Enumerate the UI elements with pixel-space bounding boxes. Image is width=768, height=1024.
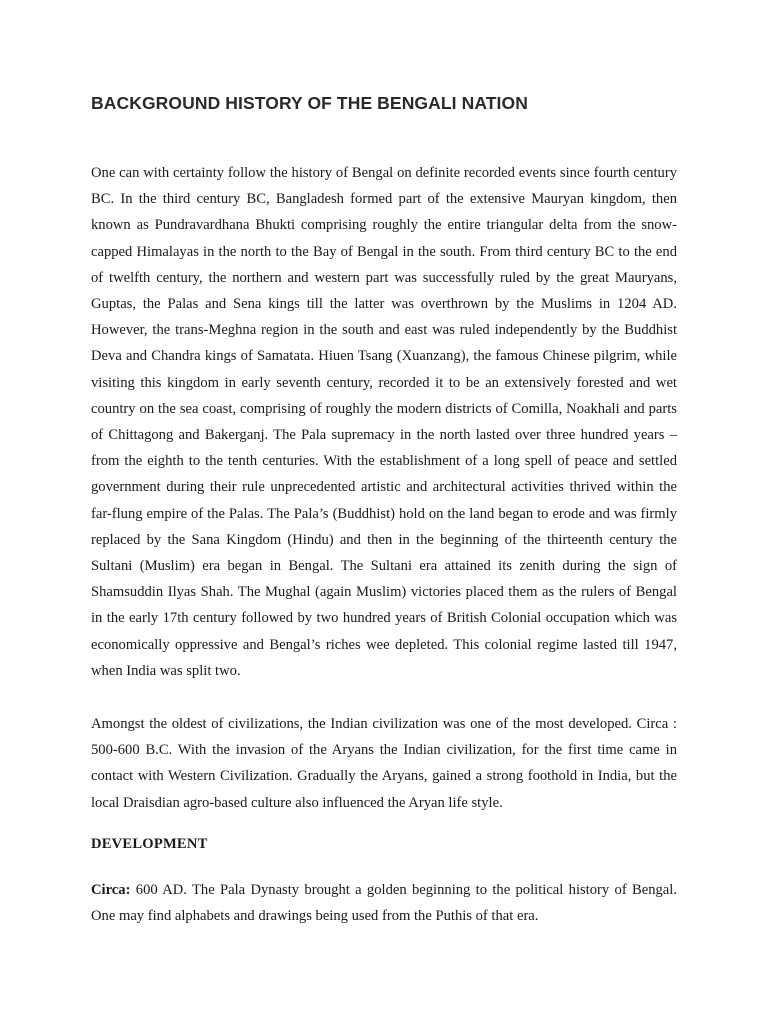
section-heading-development: DEVELOPMENT (91, 836, 208, 852)
document-title: BACKGROUND HISTORY OF THE BENGALI NATION (91, 93, 528, 113)
entry-text: 600 AD. The Pala Dynasty brought a golden beginning to the political history of Bengal. One may find alphabets and drawings being used from the Puthis of that era. (91, 882, 677, 925)
paragraph-development-entry (91, 877, 677, 929)
entry-lead-label: Circa: (91, 882, 131, 898)
paragraph-history: One can with certainty follow the history of Bengal on definite recorded events since fourth century BC. In the third century BC, Bangladesh formed part of the extensive Mauryan kingdom, then known as Pundravardhana Bhukti comprising roughly the entire triangular delta from the snow-capped Himalayas in the north to the Bay of Bengal in the south. From third century BC to the end of twelfth century, the northern and western part was successfully ruled by the great Mauryans, Guptas, the Palas and Sena kings till the latter was overthrown by the Muslims in 1204 AD. However, the trans-Meghna region in the south and east was ruled independently by the Buddhist Deva and Chandra kings of Samatata. Hiuen Tsang (Xuanzang), the famous Chinese pilgrim, while visiting this kingdom in early seventh century, recorded it to be an extensively forested and wet country on the sea coast, comprising of roughly the modern districts of Comilla, Noakhali and parts of Chittagong and Bakerganj. The Pala supremacy in the north lasted over three hundred years – from the eighth to the tenth centuries. With the establishment of a long spell of peace and settled government during their rule unprecedented artistic and architectural activities thrived within the far-flung empire of the Palas. The Pala’s (Buddhist) hold on the land began to erode and was firmly replaced by the Sana Kingdom (Hindu) and then in the beginning of the thirteenth century the Sultani (Muslim) era began in Bengal. The Sultani era attained its zenith during the sign of Shamsuddin Ilyas Shah. The Mughal (again Muslim) victories placed them as the rulers of Bengal in the early 17th century followed by two hundred years of British Colonial occupation which was economically oppressive and Bengal’s riches wee depleted. This colonial regime lasted till 1947, when India was split two. (91, 165, 677, 679)
paragraph-civilization: Amongst the oldest of civilizations, the Indian civilization was one of the most developed. Circa : 500-600 B.C. With the invasion of the Aryans the Indian civilization, for the first time came in contact with Western Civilization. Gradually the Aryans, gained a strong foothold in India, but the local Draisdian agro-based culture also influenced the Aryan life style. (91, 716, 677, 811)
